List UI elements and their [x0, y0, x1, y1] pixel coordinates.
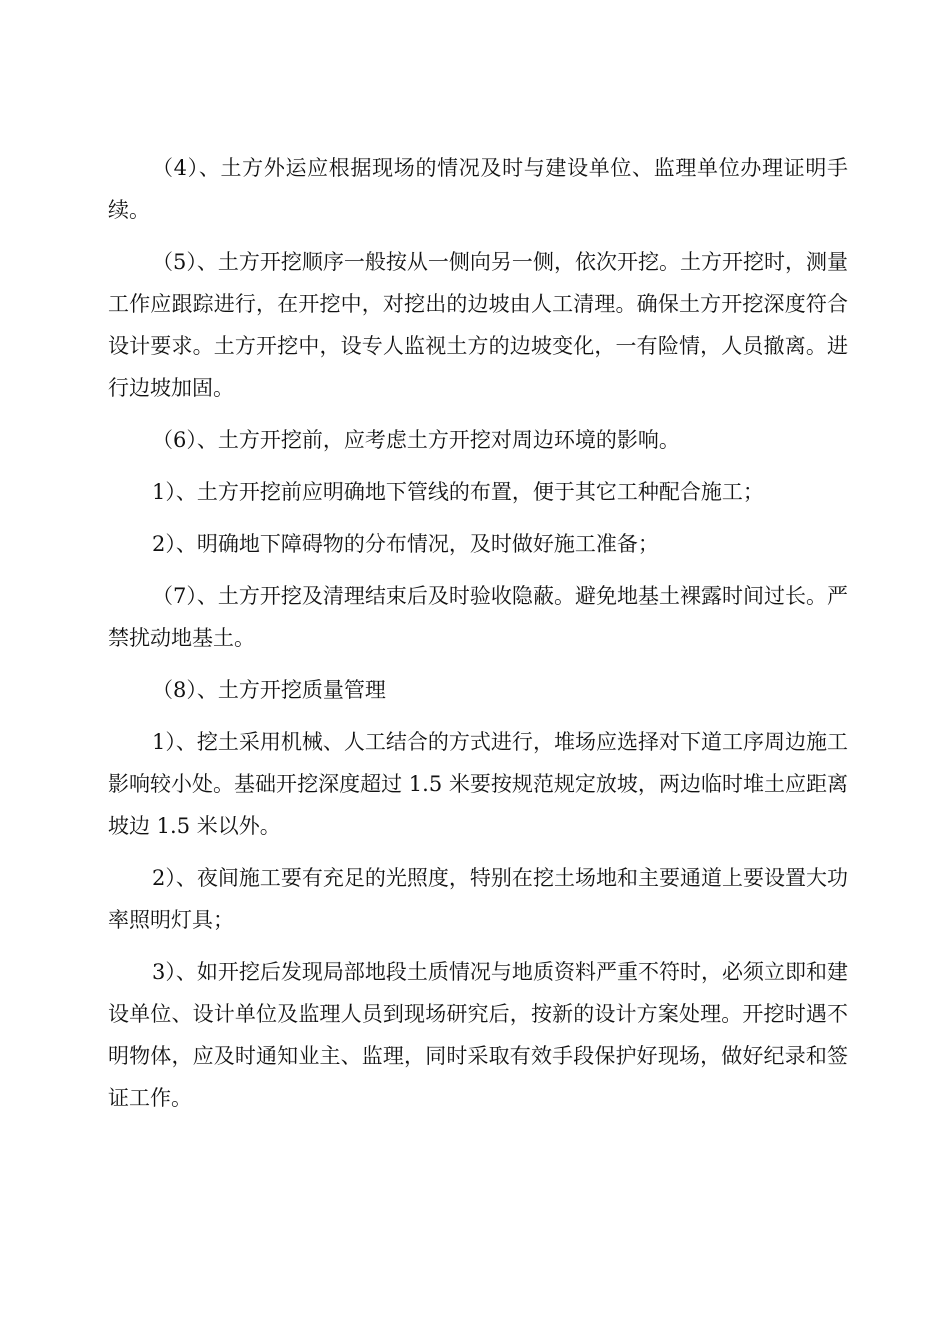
paragraph-8-item-1: 1）、挖土采用机械、人工结合的方式进行，堆场应选择对下道工序周边施工影响较小处。基础开挖深度超过 1.5 米要按规范规定放坡，两边临时堆土应距离坡边 1.5 米以外。: [108, 730, 848, 838]
paragraph-6-environment-impact: （6）、土方开挖前，应考虑土方开挖对周边环境的影响。: [152, 428, 680, 452]
paragraph-4-earth-transport: （4）、土方外运应根据现场的情况及时与建设单位、监理单位办理证明手续。: [108, 156, 848, 222]
paragraph-7-acceptance: （7）、土方开挖及清理结束后及时验收隐蔽。避免地基土裸露时间过长。严禁扰动地基土。: [108, 584, 848, 650]
paragraph-5-excavation-order: （5）、土方开挖顺序一般按从一侧向另一侧，依次开挖。土方开挖时，测量工作应跟踪进行，在开挖中，对挖出的边坡由人工清理。确保土方开挖深度符合设计要求。土方开挖中，设专人监视土方的边坡变化，一有险情，人员撤离。进行边坡加固。: [108, 250, 848, 400]
paragraph-6-item-1: 1）、土方开挖前应明确地下管线的布置，便于其它工种配合施工；: [152, 480, 764, 504]
paragraph-8-item-3: 3）、如开挖后发现局部地段土质情况与地质资料严重不符时，必须立即和建设单位、设计单位及监理人员到现场研究后，按新的设计方案处理。开挖时遇不明物体，应及时通知业主、监理，同时采取有效手段保护好现场，做好纪录和签证工作。: [108, 960, 848, 1110]
paragraph-6-item-2: 2）、明确地下障碍物的分布情况，及时做好施工准备；: [152, 532, 659, 556]
paragraph-8-item-2: 2）、夜间施工要有充足的光照度，特别在挖土场地和主要通道上要设置大功率照明灯具；: [108, 866, 848, 932]
paragraph-8-quality-heading: （8）、土方开挖质量管理: [152, 678, 386, 702]
document-body: [108, 147, 848, 1129]
